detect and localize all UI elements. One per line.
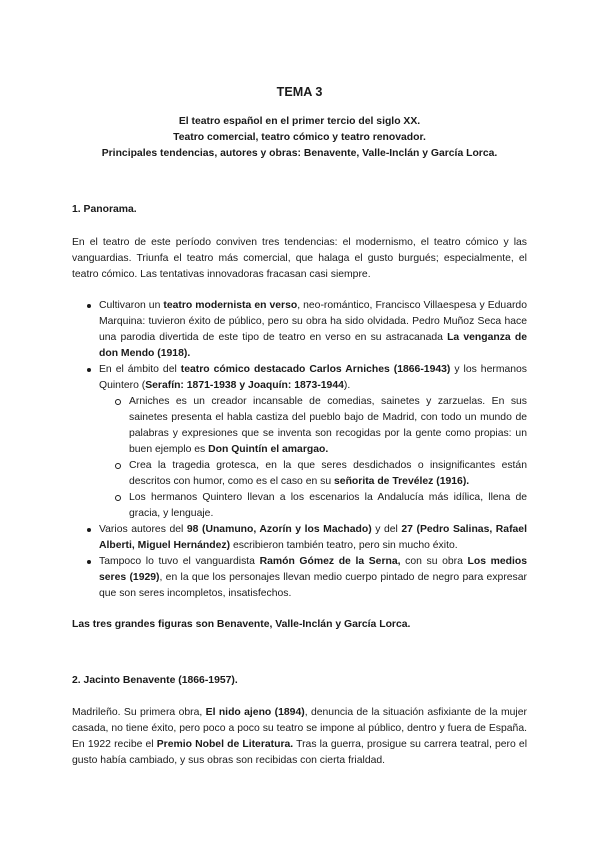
page-title: TEMA 3 <box>276 85 323 99</box>
benavente-paragraph: Madrileño. Su primera obra, El nido ajeno (1894), denuncia de la situación asfixiante de la mujer casada, no tiene éxito, pero poco a poco su teatro se impone al público, dentro y fuera de España. En 1922 recibe el Premio Nobel de Literatura. Tras la guerra, prosigue su carrera teatral, pero el gusto había cambiado, y sus obras son recibidas con cierta frialdad. <box>72 707 528 766</box>
list-item <box>99 362 527 522</box>
sub-list-item: Arniches es un creador incansable de comedias, sainetes y zarzuelas. En sus sainetes presenta el habla castiza del pueblo bajo de Madrid, con todo un mundo de palabras y expresiones que se inventa son recogidas por la gente como propias: un buen ejemplo es Don Quintín el amargao. <box>129 394 527 458</box>
bold-text: Don Quintín el amargao. <box>208 444 329 455</box>
bold-text: Ramón Gómez de la Serna, <box>259 556 401 567</box>
subtitle-block <box>72 114 527 162</box>
bold-text: La venganza de don Mendo (1918). <box>99 332 527 359</box>
section-heading-panorama: 1. Panorama. <box>72 204 137 215</box>
panorama-closing-statement: Las tres grandes figuras son Benavente, Valle-Inclán y García Lorca. <box>72 619 411 630</box>
document-page <box>72 84 527 769</box>
bold-text: El nido ajeno (1894) <box>205 707 305 718</box>
list-item: Tampoco lo tuvo el vanguardista Ramón Gómez de la Serna, con su obra Los medios seres (1929), en la que los personajes llevan medio cuerpo pintado de negro para expresar que son seres incompletos, insatisfechos. <box>99 554 527 602</box>
bold-text: 27 (Pedro Salinas, Rafael Alberti, Miguel Hernández) <box>99 524 527 551</box>
list-item: Varios autores del 98 (Unamuno, Azorín y los Machado) y del 27 (Pedro Salinas, Rafael Alberti, Miguel Hernández) escribieron también teatro, pero sin mucho éxito. <box>99 522 527 554</box>
sub-list-item: Los hermanos Quintero llevan a los escenarios la Andalucía más idílica, llena de gracia, y lenguaje. <box>129 490 527 522</box>
sub-list-item: Crea la tragedia grotesca, en la que seres desdichados o insignificantes están descritos con humor, como es el caso en su señorita de Trevélez (1916). <box>129 458 527 490</box>
bold-text: teatro modernista en verso <box>163 300 298 311</box>
list-item: Cultivaron un teatro modernista en verso, neo-romántico, Francisco Villaespesa y Eduardo Marquina: tuvieron éxito de público, pero su obra ha sido olvidada. Pedro Muñoz Seca hace una parodia divertida de este tipo de teatro en verso en su astracanada La venganza de don Mendo (1918). <box>99 298 527 362</box>
bold-text: Serafín: 1871-1938 y Joaquín: 1873-1944 <box>145 380 344 391</box>
subtitle-line: El teatro español en el primer tercio del siglo XX. <box>178 116 421 127</box>
bold-text: 98 (Unamuno, Azorín y los Machado) <box>186 524 372 535</box>
bold-text: Premio Nobel de Literatura. <box>156 739 294 750</box>
comic-theatre-sublist <box>99 394 527 522</box>
subtitle-line: Principales tendencias, autores y obras: Benavente, Valle-Inclán y García Lorca. <box>101 148 498 159</box>
bold-text: señorita de Trevélez (1916). <box>334 476 470 487</box>
panorama-intro-paragraph: En el teatro de este período conviven tres tendencias: el modernismo, el teatro cómico y las vanguardias. Triunfa el teatro más comercial, que halaga el gusto burgués; especialmente, el teatro cómico. Las tentativas innovadoras fracasan casi siempre. <box>72 237 527 280</box>
bold-text: Los medios seres (1929) <box>99 556 527 583</box>
panorama-bullet-list <box>72 298 527 602</box>
section-heading-benavente: 2. Jacinto Benavente (1866-1957). <box>72 675 238 686</box>
subtitle-line: Teatro comercial, teatro cómico y teatro renovador. <box>173 132 426 143</box>
bold-text: teatro cómico destacado Carlos Arniches (1866-1943) <box>180 364 451 375</box>
list-item-text: En el ámbito del teatro cómico destacado Carlos Arniches (1866-1943) y los hermanos Quintero (Serafín: 1871-1938 y Joaquín: 1873-1944). <box>99 364 528 391</box>
